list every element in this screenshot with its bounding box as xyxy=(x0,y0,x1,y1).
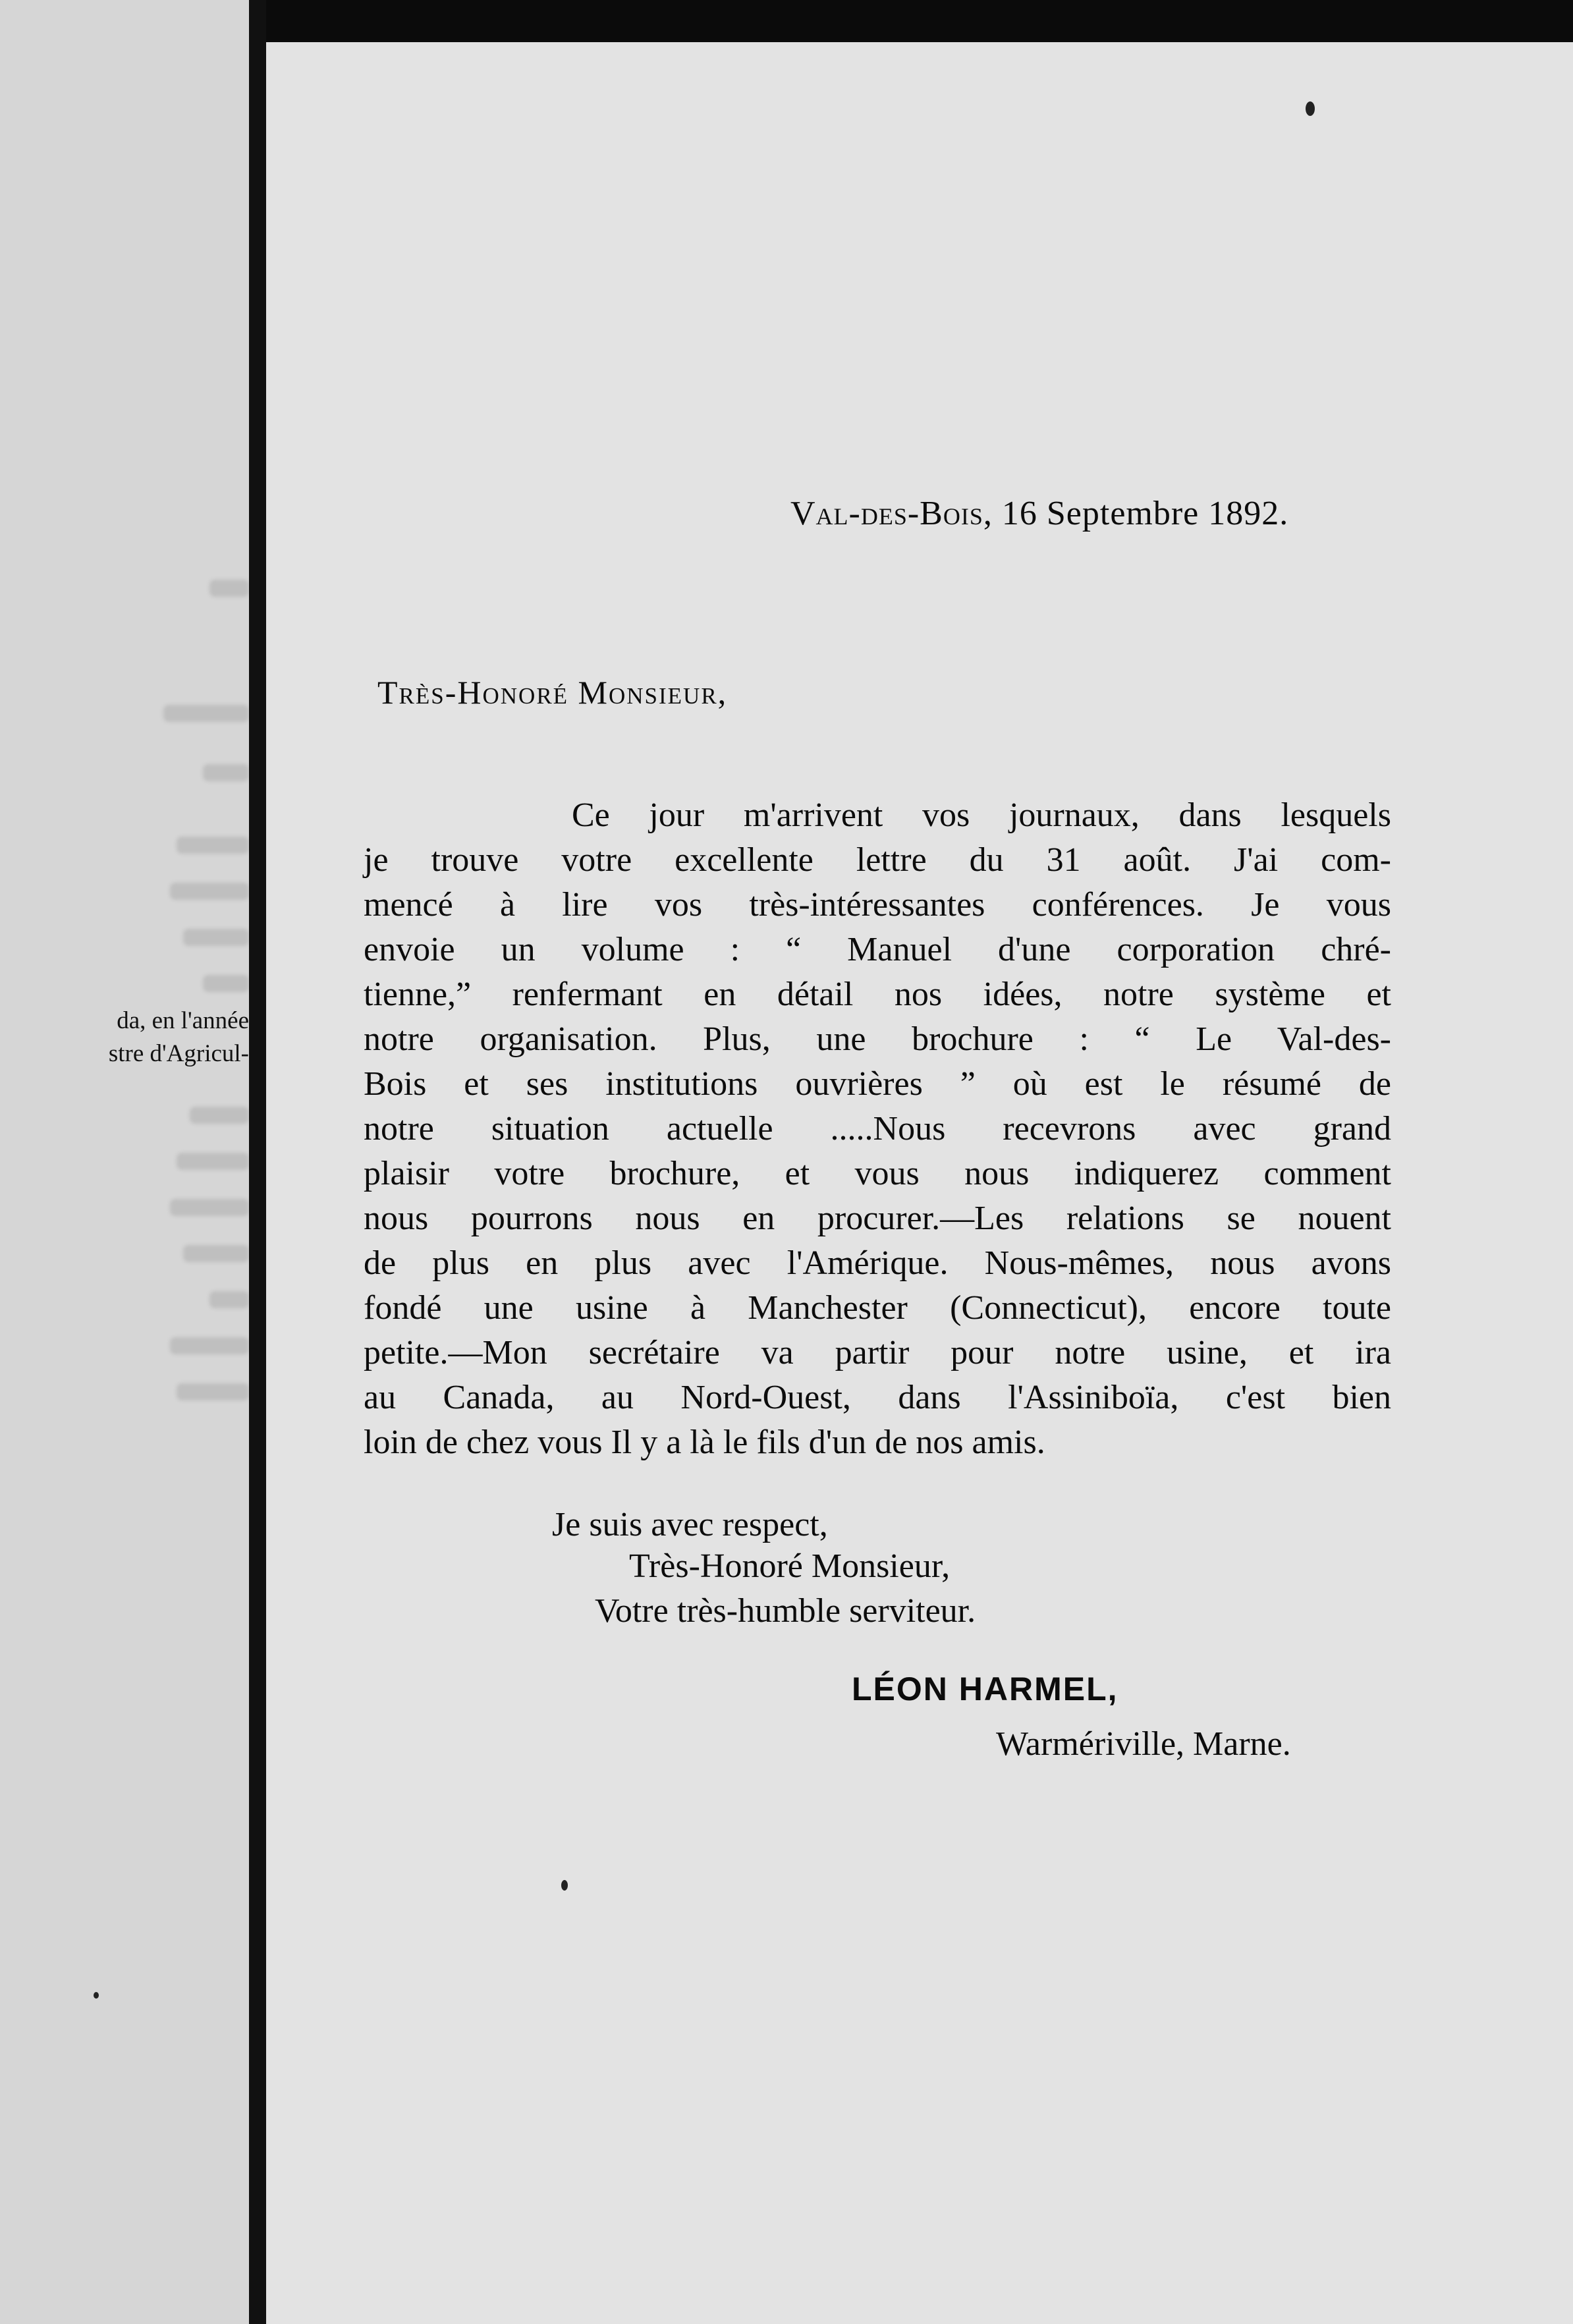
letter-dateline xyxy=(790,494,1288,533)
letter-signature: LÉON HARMEL, xyxy=(852,1671,1118,1707)
closing-line: Je suis avec respect, xyxy=(552,1506,828,1543)
blurred-text xyxy=(203,975,249,992)
body-line: Bois et ses institutions ouvrières ” où est le résumé de xyxy=(364,1065,1391,1103)
body-line: notre situation actuelle .....Nous recevrons avec grand xyxy=(364,1110,1391,1148)
blurred-text xyxy=(177,1383,249,1400)
previous-page-strip xyxy=(0,0,249,2324)
body-line: petite.—Mon secrétaire va partir pour notre usine, et ira xyxy=(364,1334,1391,1371)
scan-speck xyxy=(1306,101,1315,116)
blurred-text xyxy=(183,929,249,946)
blurred-text xyxy=(183,1245,249,1262)
body-line: notre organisation. Plus, une brochure : “ Le Val-des- xyxy=(364,1020,1391,1058)
body-line: nous pourrons nous en procurer.—Les relations se nouent xyxy=(364,1200,1391,1237)
page-gutter xyxy=(249,0,266,2324)
blurred-text xyxy=(177,1153,249,1170)
letter-salutation: Très-Honoré Monsieur, xyxy=(377,674,728,711)
left-page-line: da, en l'année xyxy=(117,1007,249,1034)
scan-speck xyxy=(561,1880,568,1891)
blurred-text xyxy=(203,764,249,781)
closing-line: Très-Honoré Monsieur, xyxy=(629,1547,951,1585)
left-page-line: stre d'Agricul- xyxy=(108,1040,249,1067)
dateline-place: Val-des-Bois, xyxy=(790,495,993,532)
body-line: tienne,” renfermant en détail nos idées, notre système et xyxy=(364,976,1391,1013)
body-line: Ce jour m'arrivent vos journaux, dans lesquels xyxy=(572,796,1391,834)
dateline-date: 16 Septembre 1892. xyxy=(1001,495,1289,532)
body-line: loin de chez vous Il y a là le fils d'un de nos amis. xyxy=(364,1424,1045,1461)
blurred-text xyxy=(163,705,249,722)
blurred-text xyxy=(190,1107,249,1124)
blurred-text xyxy=(209,580,249,597)
scan-top-edge xyxy=(266,0,1573,42)
body-line: de plus en plus avec l'Amérique. Nous-mêmes, nous avons xyxy=(364,1244,1391,1282)
letter-location: Warmériville, Marne. xyxy=(996,1725,1291,1763)
closing-line: Votre très-humble serviteur. xyxy=(595,1592,976,1630)
blurred-text xyxy=(209,1291,249,1308)
body-line: au Canada, au Nord-Ouest, dans l'Assiniboïa, c'est bien xyxy=(364,1379,1391,1416)
scan-speck xyxy=(94,1992,99,1999)
blurred-text xyxy=(170,1337,249,1354)
body-line: mencé à lire vos très-intéressantes conférences. Je vous xyxy=(364,886,1391,924)
blurred-text xyxy=(177,837,249,854)
blurred-text xyxy=(170,1199,249,1216)
body-line: envoie un volume : “ Manuel d'une corporation chré- xyxy=(364,931,1391,968)
body-line: je trouve votre excellente lettre du 31 août. J'ai com- xyxy=(364,841,1391,879)
body-line: plaisir votre brochure, et vous nous indiquerez comment xyxy=(364,1155,1391,1192)
body-line: fondé une usine à Manchester (Connecticut), encore toute xyxy=(364,1289,1391,1327)
blurred-text xyxy=(170,883,249,900)
